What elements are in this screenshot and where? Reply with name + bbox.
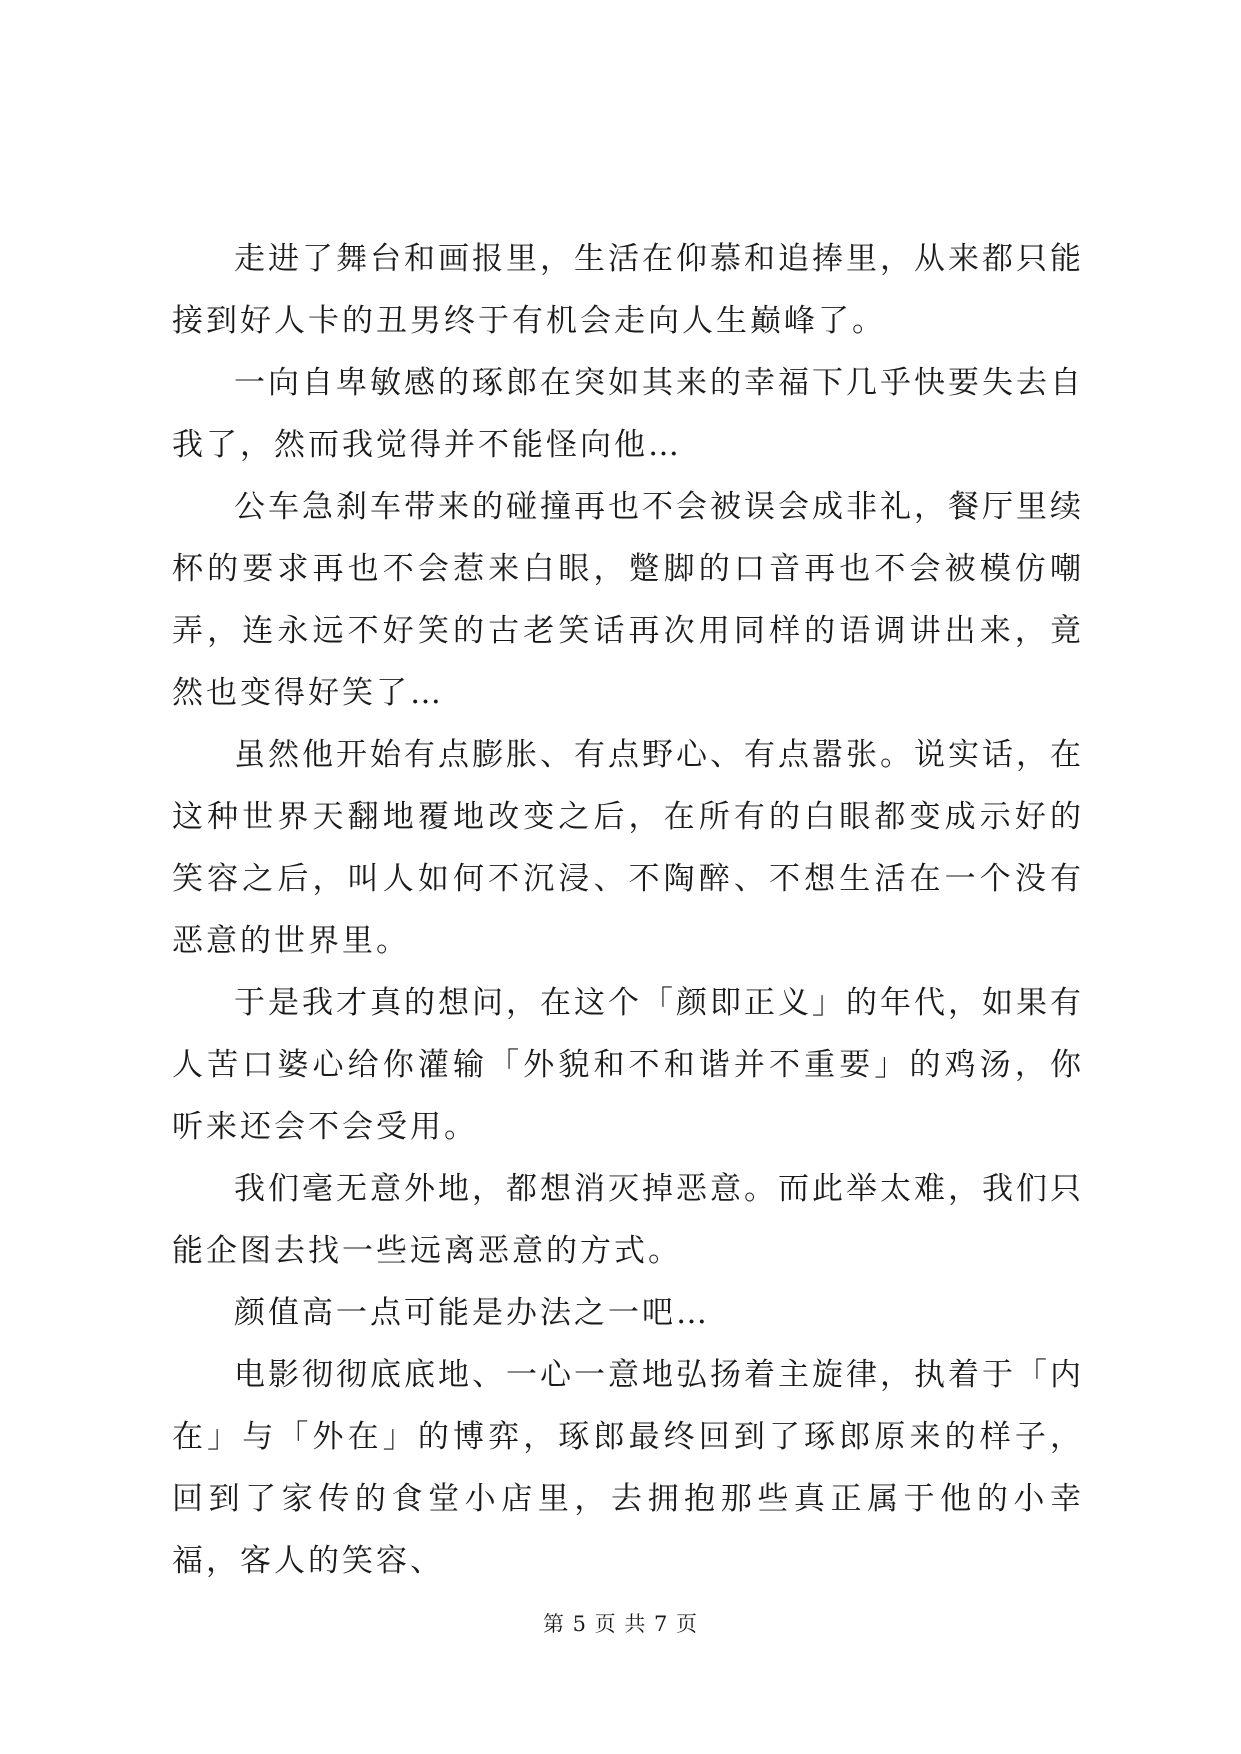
paragraph-4: 虽然他开始有点膨胀、有点野心、有点嚣张。说实话，在这种世界天翻地覆地改变之后，在所有的白眼都变成示好的笑容之后，叫人如何不沉浸、不陶醉、不想生活在一个没有恶意的世界里。	[172, 737, 1084, 959]
paragraph-5: 于是我才真的想问，在这个「颜即正义」的年代，如果有人苦口婆心给你灌输「外貌和不和谐并不重要」的鸡汤，你听来还会不会受用。	[172, 985, 1084, 1145]
paragraph-7: 颜值高一点可能是办法之一吧…	[234, 1295, 710, 1331]
paragraph-2: 一向自卑敏感的琢郎在突如其来的幸福下几乎快要失去自我了，然而我觉得并不能怪向他…	[172, 365, 1084, 463]
paragraph-6: 我们毫无意外地，都想消灭掉恶意。而此举太难，我们只能企图去找一些远离恶意的方式。	[172, 1171, 1084, 1269]
paragraph-8: 电影彻彻底底地、一心一意地弘扬着主旋律，执着于「内在」与「外在」的博弈，琢郎最终回到了琢郎原来的样子，回到了家传的食堂小店里，去拥抱那些真正属于他的小幸福，客人的笑容、	[172, 1357, 1084, 1579]
page-number-footer: 第 5 页 共 7 页	[542, 1612, 699, 1636]
document-body	[172, 228, 1084, 1592]
paragraph-1: 走进了舞台和画报里，生活在仰慕和追捧里，从来都只能接到好人卡的丑男终于有机会走向人生巅峰了。	[172, 241, 1084, 339]
paragraph-3: 公车急刹车带来的碰撞再也不会被误会成非礼，餐厅里续杯的要求再也不会惹来白眼，蹩脚的口音再也不会被模仿嘲弄，连永远不好笑的古老笑话再次用同样的语调讲出来，竟然也变得好笑了…	[172, 489, 1084, 711]
